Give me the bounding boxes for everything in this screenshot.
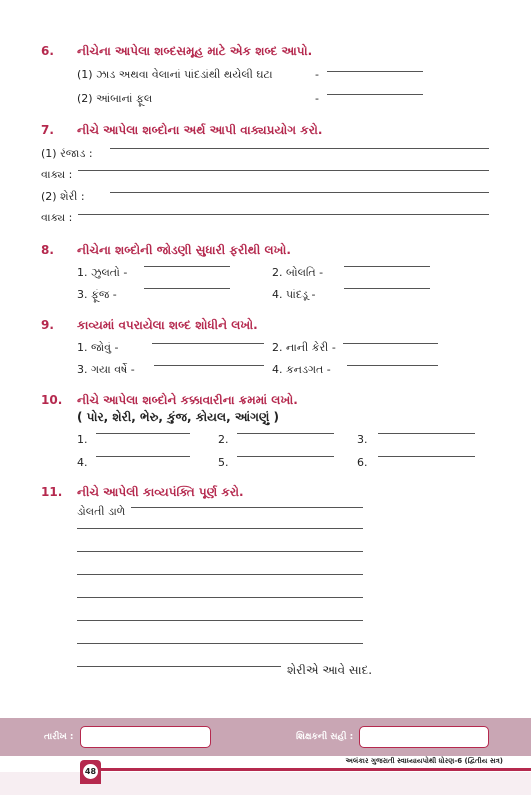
q8-item-2: 2. બોલતિ - [272, 266, 324, 279]
date-label: તારીખ : [44, 732, 74, 742]
q10-slot-1-label: 1. [77, 433, 88, 446]
q7-row-4-answer-line[interactable] [78, 214, 489, 215]
q9-item-3: 3. ગયા વર્ષે - [77, 363, 135, 376]
q6-item-2-answer-line[interactable] [327, 94, 423, 95]
q8-item-1: 1. ઝુલતો - [77, 266, 128, 279]
q11-line-end: શેરીએ આવે સાદ. [287, 663, 373, 677]
page-number-badge [80, 760, 101, 784]
q10-slot-5-label: 5. [218, 456, 229, 469]
q7-row-2-label: વાક્ય : [41, 168, 73, 181]
q10-slot-4-label: 4. [77, 456, 88, 469]
q11-line-start: ડોલતી ડાળે [77, 505, 126, 518]
q8-item-4: 4. પાંદડૂ - [272, 288, 316, 301]
q10-slot-2-line[interactable] [237, 433, 334, 434]
q9-item-2-answer-line[interactable] [343, 343, 438, 344]
q10-slot-5-line[interactable] [237, 456, 334, 457]
q10-title: નીચે આપેલા શબ્દોને કક્કાવારીના ક્રમમાં લખો. [77, 393, 298, 407]
q8-item-1-answer-line[interactable] [144, 266, 230, 267]
q9-item-4-answer-line[interactable] [347, 365, 438, 366]
footer-stripe [100, 768, 531, 771]
q7-row-3-answer-line[interactable] [110, 192, 489, 193]
q7-row-2-answer-line[interactable] [78, 170, 489, 171]
teacher-signature-field[interactable] [359, 726, 489, 748]
q7-row-1-label: (1) રંજાડ : [41, 147, 93, 160]
q9-item-1-answer-line[interactable] [152, 343, 264, 344]
date-field[interactable] [80, 726, 211, 748]
q11-answer-line-5[interactable] [77, 597, 363, 598]
q10-slot-6-label: 6. [357, 456, 368, 469]
q10-number: 10. [41, 393, 63, 407]
q7-row-3-label: (2) શેરી : [41, 190, 85, 203]
q9-item-1: 1. જોવું - [77, 341, 119, 354]
q7-number: 7. [41, 123, 54, 137]
q10-slot-4-line[interactable] [96, 456, 190, 457]
q6-item-1-label: (1) ઝાડ અથવા વેલાનાં પાંદડાંથી થયેલી ઘટા [77, 68, 273, 81]
q6-number: 6. [41, 44, 54, 58]
q10-slot-2-label: 2. [218, 433, 229, 446]
q8-title: નીચેના શબ્દોની જોડણી સુધારી ફરીથી લખો. [77, 243, 291, 257]
q6-item-2-dash: - [315, 92, 319, 105]
page-number: 48 [83, 764, 98, 779]
q11-answer-line-4[interactable] [77, 574, 363, 575]
q11-answer-line-3[interactable] [77, 551, 363, 552]
q7-row-1-answer-line[interactable] [110, 148, 489, 149]
q7-title: નીચે આપેલા શબ્દોના અર્થ આપી વાક્યપ્રયોગ કરો. [77, 123, 323, 137]
q9-item-3-answer-line[interactable] [154, 365, 264, 366]
q6-item-1-dash: - [315, 68, 319, 81]
q10-slot-3-label: 3. [357, 433, 368, 446]
teacher-signature-label: શિક્ષકની સહી : [296, 732, 354, 742]
q8-item-2-answer-line[interactable] [344, 266, 430, 267]
q10-slot-3-line[interactable] [378, 433, 475, 434]
q11-answer-line-6[interactable] [77, 620, 363, 621]
q10-word-list: ( પોર, શેરી, ભેરુ, કુંજ, કોયલ, આંગણું ) [77, 410, 279, 424]
q8-item-3-answer-line[interactable] [144, 288, 230, 289]
q9-number: 9. [41, 318, 54, 332]
q11-answer-line-8[interactable] [77, 666, 281, 667]
q6-title: નીચેના આપેલા શબ્દસમૂહ માટે એક શબ્દ આપો. [77, 44, 313, 58]
q11-answer-line-7[interactable] [77, 643, 363, 644]
q6-item-2-label: (2) આંબાનાં ફૂલ [77, 92, 153, 105]
q8-number: 8. [41, 243, 54, 257]
q11-title: નીચે આપેલી કાવ્યપંક્તિ પૂર્ણ કરો. [77, 485, 244, 499]
q10-slot-6-line[interactable] [378, 456, 475, 457]
q8-item-3: 3. ફૂંજ - [77, 288, 117, 301]
q9-item-4: 4. કનડગત - [272, 363, 331, 376]
book-title: અલંકાર ગુજરાતી સ્વાધ્યાયપોથી ધોરણ-6 (દ્વિતીય સત્ર) [345, 757, 503, 765]
q6-item-1-answer-line[interactable] [327, 71, 423, 72]
q11-number: 11. [41, 485, 63, 499]
q9-item-2: 2. નાની કેરી - [272, 341, 336, 354]
q11-answer-line-1[interactable] [131, 507, 363, 508]
q11-answer-line-2[interactable] [77, 528, 363, 529]
q8-item-4-answer-line[interactable] [344, 288, 430, 289]
q10-slot-1-line[interactable] [96, 433, 190, 434]
q9-title: કાવ્યમાં વપરાયેલા શબ્દ શોધીને લખો. [77, 318, 258, 332]
q7-row-4-label: વાક્ય : [41, 211, 73, 224]
